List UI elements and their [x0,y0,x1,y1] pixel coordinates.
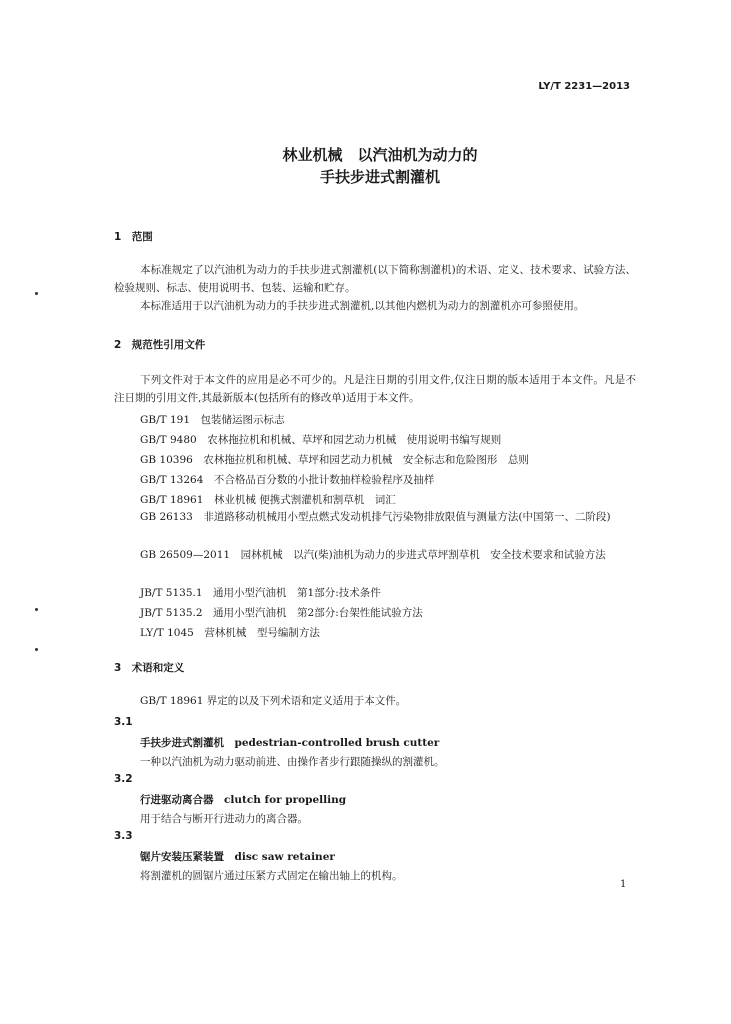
reference-item: GB/T 191 包装储运图示标志 [140,414,285,426]
scan-speck [35,648,38,651]
term-name: 行进驱动离合器 clutch for propelling [140,794,347,806]
reference-item: GB/T 9480 农林拖拉机和机械、草坪和园艺动力机械 使用说明书编写规则 [140,434,502,446]
scan-speck [35,608,38,611]
reference-item: JB/T 5135.1 通用小型汽油机 第1部分:技术条件 [140,587,381,599]
section-heading-normative-references: 2 规范性引用文件 [114,339,206,351]
reference-item: JB/T 5135.2 通用小型汽油机 第2部分:台架性能试验方法 [140,607,423,619]
term-definition: 用于结合与断开行进动力的离合器。 [140,813,308,825]
term-name: 手扶步进式割灌机 pedestrian-controlled brush cutter [140,737,440,749]
section-heading-terms-definitions: 3 术语和定义 [114,662,185,674]
term-number: 3.3 [114,830,133,842]
reference-item: GB/T 18961 林业机械 便携式割灌机和割草机 词汇 [140,494,396,506]
term-definition: 将割灌机的圆锯片通过压紧方式固定在输出轴上的机构。 [140,870,403,882]
standard-code: LY/T 2231—2013 [538,81,630,92]
section-heading-scope: 1 范围 [114,231,153,243]
reference-item: GB 10396 农林拖拉机和机械、草坪和园艺动力机械 安全标志和危险图形 总则 [140,454,529,466]
term-name: 锯片安装压紧装置 disc saw retainer [140,851,335,863]
scan-speck [35,292,38,295]
reference-item-gb26509: GB 26509—2011 园林机械 以汽(柴)油机为动力的步进式草坪割草机 安全技术要求和试验方法 [140,549,606,561]
reference-item: GB/T 13264 不合格品百分数的小批计数抽样检验程序及抽样 [140,474,435,486]
reference-item-gb26133: GB 26133 非道路移动机械用小型点燃式发动机排气污染物排放限值与测量方法(中国第一、二阶段) [140,511,611,523]
term-number: 3.2 [114,773,133,785]
terms-intro: GB/T 18961 界定的以及下列术语和定义适用于本文件。 [140,695,407,707]
term-definition: 一种以汽油机为动力驱动前进、由操作者步行跟随操纵的割灌机。 [140,756,445,768]
reference-item: LY/T 1045 营林机械 型号编制方法 [140,627,320,639]
term-number: 3.1 [114,716,133,728]
document-title-line1: 林业机械 以汽油机为动力的 [282,146,478,164]
scope-paragraph-1: 本标准规定了以汽油机为动力的手扶步进式割灌机(以下简称割灌机)的术语、定义、技术要求、试验方法、检验规则、标志、使用说明书、包装、运输和贮存。 [114,264,636,294]
references-intro: 下列文件对于本文件的应用是必不可少的。凡是注日期的引用文件,仅注日期的版本适用于本文件。凡是不注日期的引用文件,其最新版本(包括所有的修改单)适用于本文件。 [114,374,636,404]
scope-paragraph-2: 本标准适用于以汽油机为动力的手扶步进式割灌机,以其他内燃机为动力的割灌机亦可参照使用。 [140,300,585,312]
page-number: 1 [620,879,627,890]
document-title-line2: 手扶步进式割灌机 [319,168,440,186]
